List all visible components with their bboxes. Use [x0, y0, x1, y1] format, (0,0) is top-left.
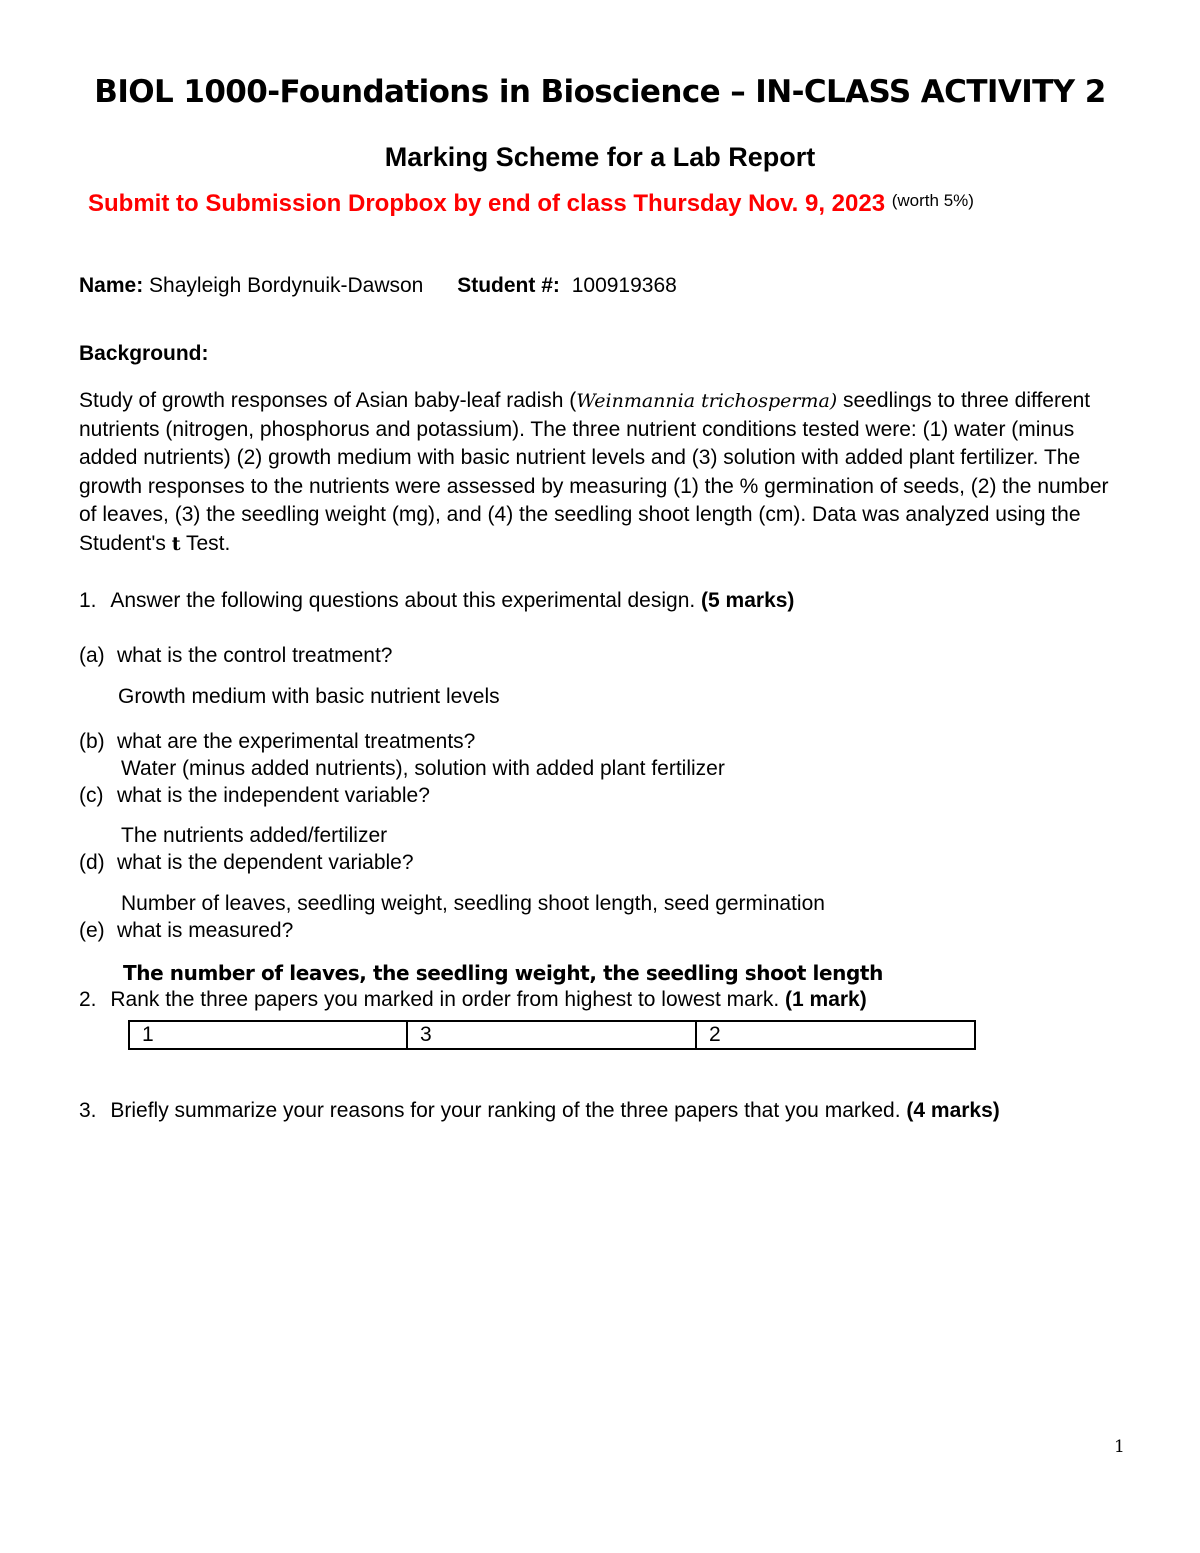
- question-1: [79, 589, 794, 613]
- question-2-number: 2.: [79, 988, 97, 1011]
- question-3-number: 3.: [79, 1099, 97, 1122]
- question-1d: [79, 851, 414, 875]
- answer-1b: Water (minus added nutrients), solution with added plant fertilizer: [121, 757, 725, 780]
- worth-note: (worth 5%): [891, 191, 974, 210]
- answer-1a: Growth medium with basic nutrient levels: [118, 685, 500, 708]
- question-3: [79, 1099, 1000, 1123]
- answer-1e: The number of leaves, the seedling weight, the seedling shoot length: [123, 961, 883, 985]
- name-label: Name:: [79, 274, 144, 297]
- page-title: BIOL 1000-Foundations in Bioscience – IN-CLASS ACTIVITY 2: [94, 74, 1106, 110]
- question-1-marks: (5 marks): [701, 589, 795, 612]
- part-question: what is measured?: [117, 919, 294, 942]
- student-number-label: Student #:: [457, 274, 560, 297]
- background-paragraph: [79, 387, 1119, 558]
- part-question: what is the control treatment?: [117, 644, 393, 667]
- t-symbol: t: [171, 532, 181, 555]
- part-label: (a): [79, 644, 105, 667]
- question-3-text: Briefly summarize your reasons for your ranking of the three papers that you marked.: [110, 1099, 901, 1122]
- question-1b: [79, 730, 475, 754]
- part-label: (c): [79, 784, 104, 807]
- name-value: Shayleigh Bordynuik-Dawson: [149, 274, 424, 297]
- question-1e: [79, 919, 293, 943]
- student-info: [79, 274, 677, 298]
- submission-deadline: Submit to Submission Dropbox by end of class Thursday Nov. 9, 2023: [88, 190, 886, 217]
- answer-1d: Number of leaves, seedling weight, seedling shoot length, seed germination: [121, 892, 825, 915]
- question-2-text: Rank the three papers you marked in order from highest to lowest mark.: [110, 988, 780, 1011]
- question-3-marks: (4 marks): [906, 1099, 1000, 1122]
- answer-1c: The nutrients added/fertilizer: [121, 824, 388, 847]
- part-question: what are the experimental treatments?: [117, 730, 476, 753]
- part-label: (d): [79, 851, 105, 874]
- question-2-marks: (1 mark): [785, 988, 867, 1011]
- student-number-value: 100919368: [571, 274, 677, 297]
- page-subtitle: Marking Scheme for a Lab Report: [384, 142, 816, 172]
- part-question: what is the dependent variable?: [117, 851, 414, 874]
- background-heading: Background:: [79, 342, 209, 365]
- question-1-number: 1.: [79, 589, 97, 612]
- background-text-1: Study of growth responses of Asian baby-leaf radish (: [79, 389, 577, 412]
- question-1c: [79, 784, 430, 808]
- ranking-cell-2[interactable]: 3: [406, 1022, 695, 1048]
- ranking-cell-3[interactable]: 2: [695, 1022, 974, 1048]
- background-text-2: seedlings to three different nutrients (nitrogen, phosphorus and potassium). The three nutrient conditions tested were: (1) water (minus added nutrients) (2) growth medium with basic nutrient levels and (3) solution with added plant fertilizer. The growth responses to the nutrients were assessed by measuring (1) the % germination of seeds, (2) the number of leaves, (3) the seedling weight (mg), and (4) the seedling shoot length (cm). Data was analyzed using the Student's: [79, 389, 1109, 555]
- part-label: (e): [79, 919, 105, 942]
- background-text-3: Test.: [180, 531, 231, 555]
- species-name: Weinmannia trichosperma): [576, 390, 838, 412]
- ranking-cell-1[interactable]: 1: [142, 1023, 154, 1046]
- ranking-table: [128, 1020, 976, 1050]
- submission-notice: [88, 190, 974, 218]
- question-1a: [79, 644, 392, 668]
- page-number: 1: [1114, 1437, 1125, 1457]
- question-2: [79, 988, 867, 1012]
- question-1-text: Answer the following questions about this experimental design.: [110, 589, 696, 612]
- part-question: what is the independent variable?: [117, 784, 430, 807]
- part-label: (b): [79, 730, 105, 753]
